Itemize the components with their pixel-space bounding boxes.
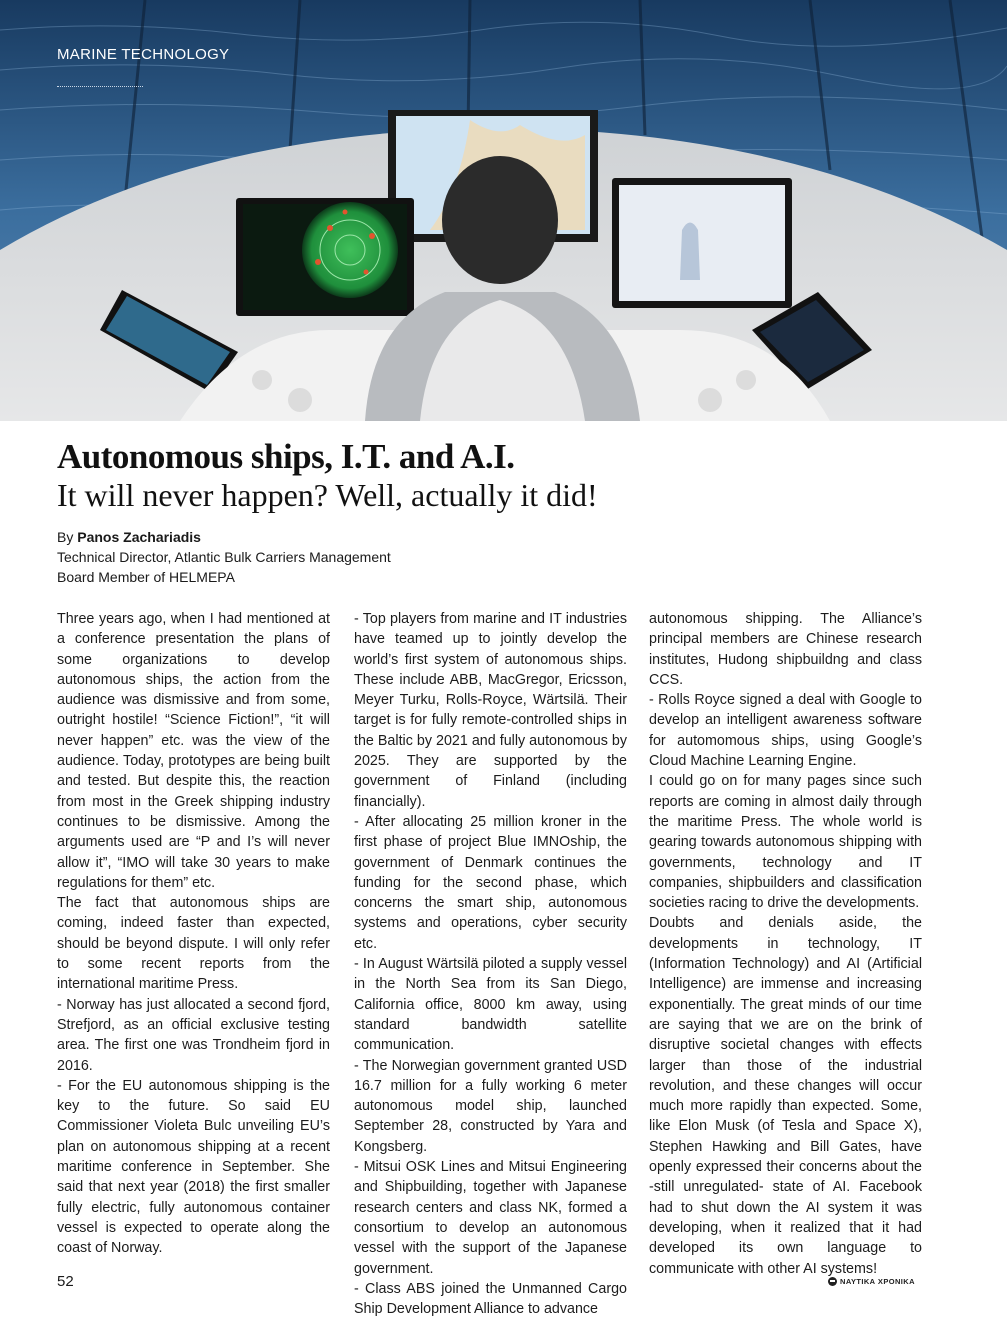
hero-photo	[0, 0, 1007, 421]
article-title: Autonomous ships, I.T. and A.I.	[57, 437, 515, 476]
section-divider	[57, 86, 143, 87]
bridge-simulator-photo	[0, 0, 1007, 421]
brand-name: ΝΑΥΤΙΚΑ ΧΡΟΝΙΚΑ	[840, 1277, 915, 1286]
paragraph: I could go on for many pages since such reports are coming in almost daily through the maritime Press. The whole world is gearing towards autonomous shipping with governments, technology and IT companies, shipbuilders and classification societies racing to drive the developments.	[649, 773, 922, 912]
paragraph: Doubts and denials aside, the developments in technology, IT (Information Technology) and AI (Artificial Intelligence) are immense and increasing exponentially. The great minds of our time are saying that we are on the brink of disruptive societal changes with effects larger than those of the industrial revolution, and these changes will occur much more rapidly than expected. Some, like Elon Musk (of Tesla and Space X), Stephen Hawking and Bill Gates, have openly expressed their concerns about the -still unregulated- state of AI. Facebook had to shut down the AI system it was developing, when it realized that it had developed its own language to communicate with other AI systems!	[649, 915, 922, 1277]
paragraph: - Class ABS joined the Unmanned Cargo Ship Development Alliance to advance	[354, 1280, 627, 1318]
paragraph: - Norway has just allocated a second fjord, Strefjord, as an official exclusive testing area. The first one was Trondheim fjord in 2016.	[57, 996, 330, 1074]
byline-prefix: By	[57, 529, 74, 545]
author-name: Panos Zachariadis	[77, 529, 201, 545]
publication-brand	[828, 1277, 915, 1286]
brand-logo-icon	[828, 1277, 837, 1286]
paragraph: - The Norwegian government granted USD 16.7 million for a fully working 6 meter autonomous model ship, launched September 28, constructed by Yara and Kongsberg.	[354, 1057, 627, 1155]
paragraph: - Mitsui OSK Lines and Mitsui Engineering and Shipbuilding, together with Japanese research centers and class NK, formed a consortium to develop an autonomous vessel with the support of the Japanese government.	[354, 1159, 627, 1277]
paragraph: - For the EU autonomous shipping is the key to the future. So said EU Commissioner Violeta Bulc unveiling EU’s plan on autonomous shipping at a recent maritime conference in September. She said that next year (2018) the first smaller fully electric, fully autonomous container vessel is expected to operate along the coast of Norway.	[57, 1077, 330, 1257]
article-column-1	[57, 609, 330, 1259]
article-column-3	[649, 609, 922, 1279]
paragraph: The fact that autonomous ships are coming, indeed faster than expected, should be beyond dispute. I will only refer to some recent reports from the international maritime Press.	[57, 895, 330, 993]
author-affiliation: Board Member of HELMEPA	[57, 569, 235, 585]
page-number: 52	[57, 1273, 74, 1290]
author-role: Technical Director, Atlantic Bulk Carriers Management	[57, 549, 391, 565]
section-label: MARINE TECHNOLOGY	[57, 46, 230, 63]
article-subtitle: It will never happen? Well, actually it did!	[57, 477, 598, 513]
paragraph: - Top players from marine and IT industries have teamed up to jointly develop the world’s first system of autonomous ships. These include ABB, MacGregor, Ericsson, Meyer Turku, Rolls-Royce, Wärtsilä. Their target is for fully remote-controlled ships in the Baltic by 2021 and fully autonomous by 2025. They are supported by the government of Finland (including financially).	[354, 611, 627, 810]
paragraph: - After allocating 25 million kroner in the first phase of project Blue IMNOship, the government of Denmark continues the funding for the second phase, which concerns the smart ship, autonomous systems and operations, cyber security etc.	[354, 813, 627, 952]
paragraph: - In August Wärtsilä piloted a supply vessel in the North Sea from its San Diego, California office, 8000 km away, using standard bandwidth satellite communication.	[354, 956, 627, 1054]
paragraph: Three years ago, when I had mentioned at a conference presentation the plans of some organizations to develop autonomous ships, the action from the audience was dismissive and from some, outright hostile! “Science Fiction!”, “it will never happen” etc. was the view of the audience. Today, prototypes are being built and tested. But despite this, the reaction from most in the Greek shipping industry continues to be dismissive. Among the arguments used are “P and I’s will never allow it”, “IMO will take 30 years to make regulations for them” etc.	[57, 611, 330, 891]
paragraph: autonomous shipping. The Alliance’s principal members are Chinese research institutes, Hudong shipbuildng and class CCS.	[649, 611, 922, 688]
paragraph: - Rolls Royce signed a deal with Google to develop an intelligent awareness software for automomous ships, using Google’s Cloud Machine Learning Engine.	[649, 692, 922, 770]
article-column-2	[354, 609, 627, 1319]
byline	[57, 527, 391, 587]
byline-author-line	[57, 527, 391, 547]
